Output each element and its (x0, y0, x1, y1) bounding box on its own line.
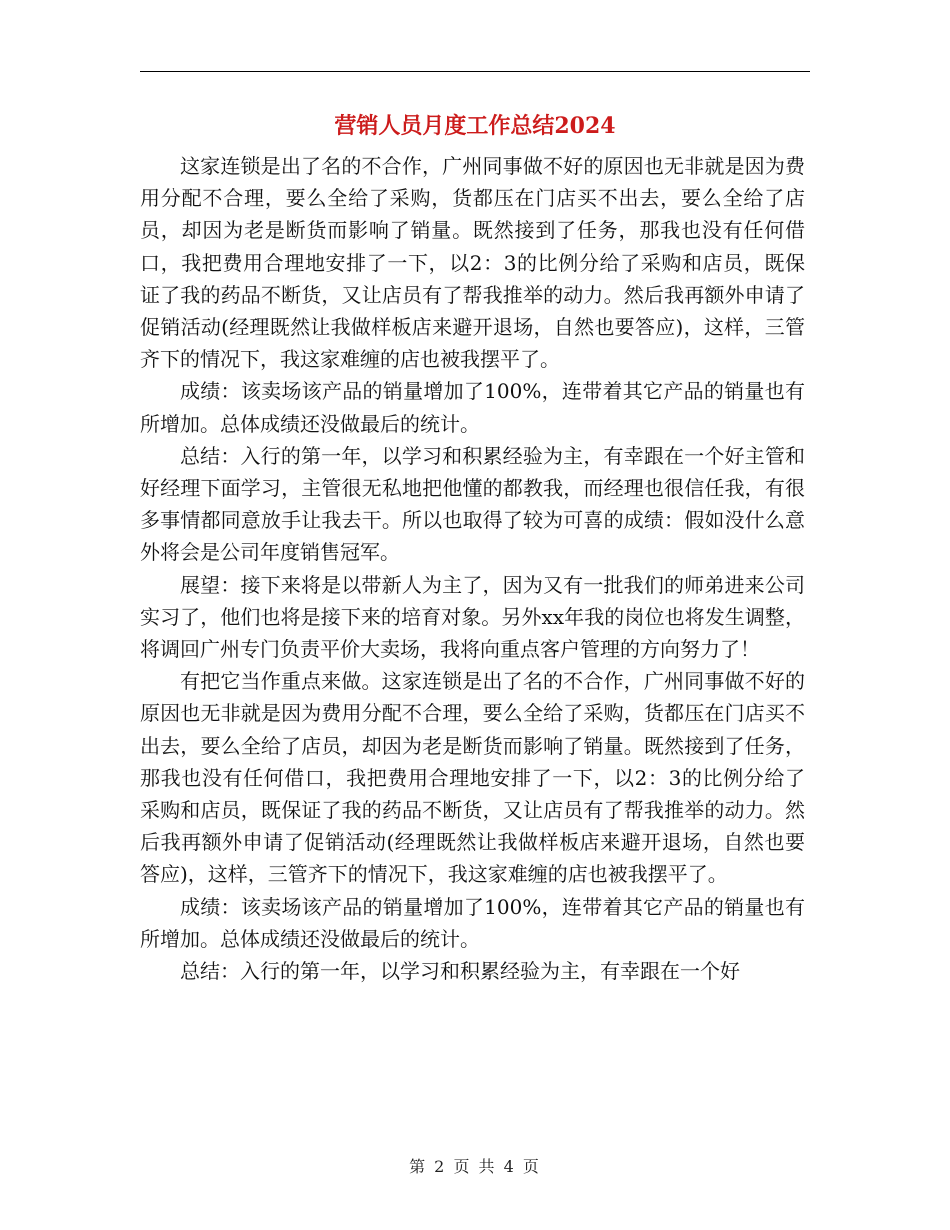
paragraph: 有把它当作重点来做。这家连锁是出了名的不合作，广州同事做不好的原因也无非就是因为费用分配不合理，要么全给了采购，货都压在门店买不出去，要么全给了店员，却因为老是断货而影响了销量。既然接到了任务，那我也没有任何借口，我把费用合理地安排了一下，以2：3的比例分给了采购和店员，既保证了我的药品不断货，又让店员有了帮我推举的动力。然后我再额外申请了促销活动(经理既然让我做样板店来避开退场，自然也要答应)，这样，三管齐下的情况下，我这家难缠的店也被我摆平了。 (140, 669, 805, 887)
paragraph: 这家连锁是出了名的不合作，广州同事做不好的原因也无非就是因为费用分配不合理，要么全给了采购，货都压在门店买不出去，要么全给了店员，却因为老是断货而影响了销量。既然接到了任务，那我也没有任何借口，我把费用合理地安排了一下，以2：3的比例分给了采购和店员，既保证了我的药品不断货，又让店员有了帮我推举的动力。然后我再额外申请了促销活动(经理既然让我做样板店来避开退场，自然也要答应)，这样，三管齐下的情况下，我这家难缠的店也被我摆平了。 (140, 154, 805, 372)
paragraph: 成绩：该卖场该产品的销量增加了100%，连带着其它产品的销量也有所增加。总体成绩还没做最后的统计。 (140, 379, 805, 436)
paragraph: 总结：入行的第一年，以学习和积累经验为主，有幸跟在一个好 (180, 959, 740, 984)
header-rule (140, 71, 810, 72)
page-number: 第 2 页 共 4 页 (409, 1157, 541, 1176)
paragraph: 总结：入行的第一年，以学习和积累经验为主，有幸跟在一个好主管和好经理下面学习，主管很无私地把他懂的都教我，而经理也很信任我，有很多事情都同意放手让我去干。所以也取得了较为可喜的成绩：假如没什么意外将会是公司年度销售冠军。 (140, 443, 805, 565)
paragraph: 展望：接下来将是以带新人为主了，因为又有一批我们的师弟进来公司实习了，他们也将是接下来的培育对象。另外xx年我的岗位也将发生调整，将调回广州专门负责平价大卖场，我将向重点客户管理的方向努力了！ (140, 572, 805, 662)
document-body (140, 150, 805, 987)
paragraph: 成绩：该卖场该产品的销量增加了100%，连带着其它产品的销量也有所增加。总体成绩还没做最后的统计。 (140, 894, 805, 951)
document-title: 营销人员月度工作总结2024 (334, 113, 616, 139)
